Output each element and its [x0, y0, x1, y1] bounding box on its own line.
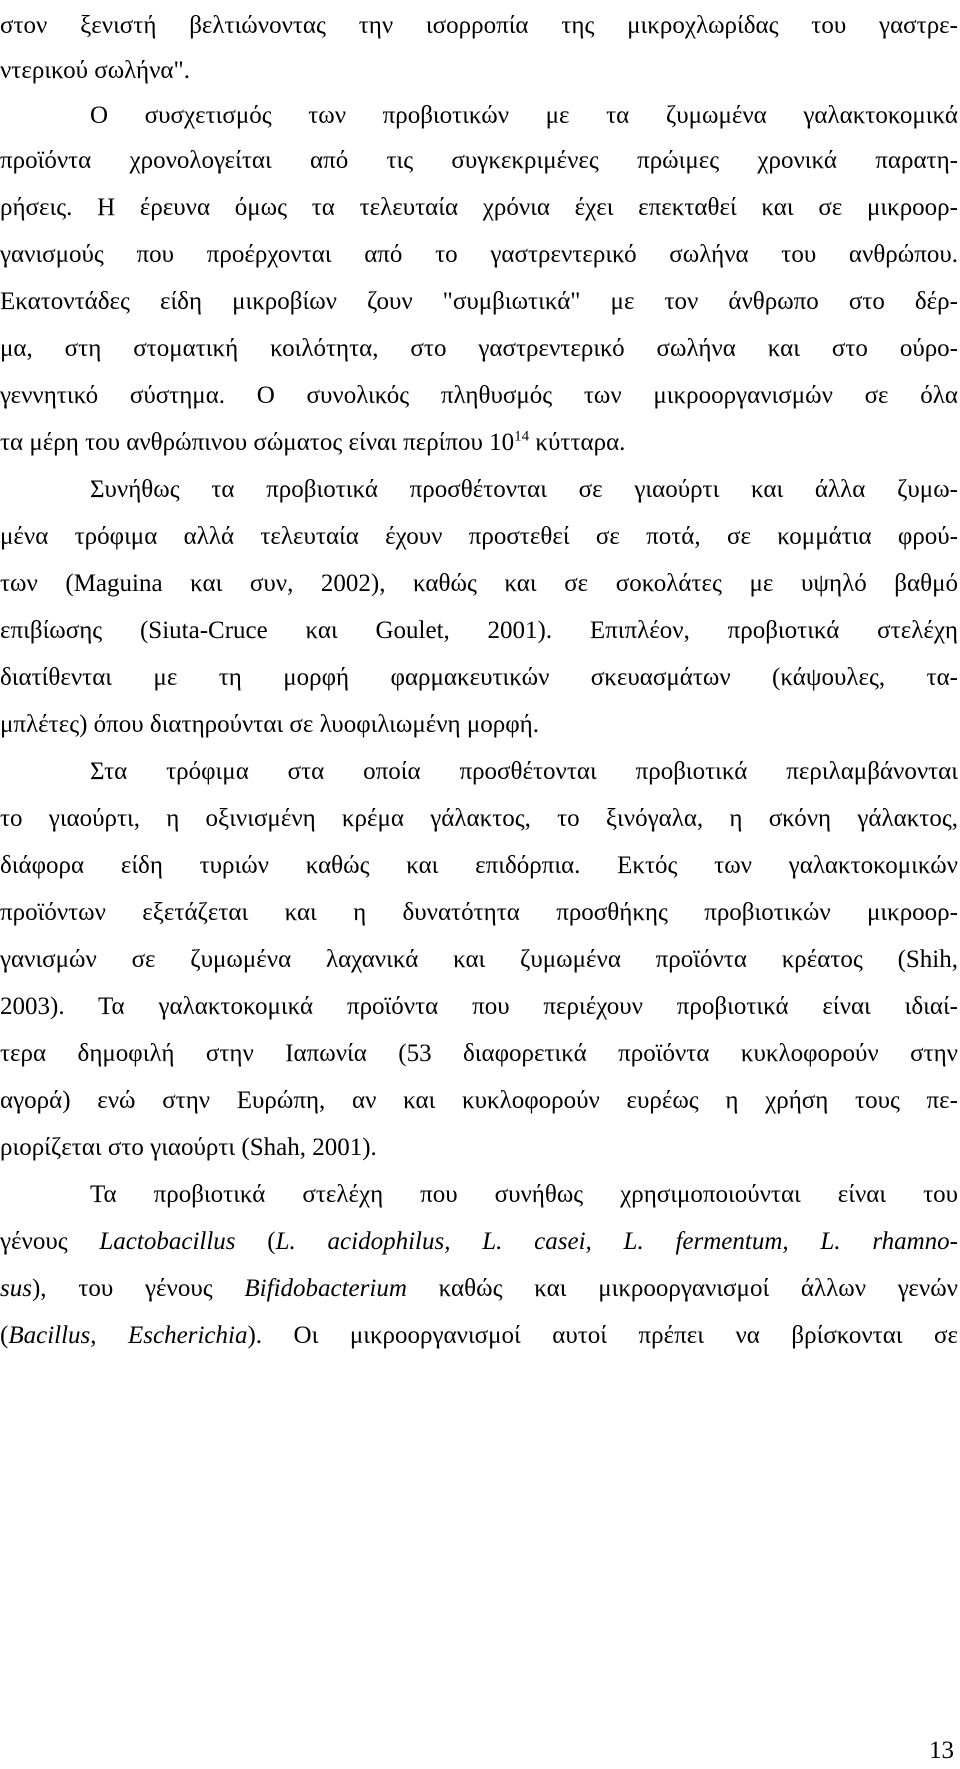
text-fragment: (: [0, 1322, 9, 1349]
text-line: προϊόντα χρονολογείται από τις συγκεκριμένες πρώιμες χρονικά παρατη-: [0, 147, 958, 174]
text-line: μένα τρόφιμα αλλά τελευταία έχουν προστεθεί σε ποτά, σε κομμάτια φρού-: [0, 523, 958, 550]
text-line: [0, 1220, 958, 1264]
genus-name-italic: Bacillus: [8, 1322, 91, 1349]
text-line: προϊόντων εξετάζεται και η δυνατότητα προσθήκης προβιοτικών μικροορ-: [0, 899, 958, 926]
text-line-with-superscript: [0, 421, 958, 465]
text-fragment: γένους: [0, 1228, 100, 1255]
text-fragment: ). Οι μικροοργανισμοί αυτοί πρέπει να βρίσκονται σε: [247, 1322, 958, 1349]
text-line: διατίθενται με τη μορφή φαρμακευτικών σκευασμάτων (κάψουλες, τα-: [0, 664, 958, 691]
text-line: Στα τρόφιμα στα οποία προσθέτονται προβιοτικά περιλαμβάνονται: [90, 758, 958, 785]
text-fragment: τα μέρη του ανθρώπινου σώματος είναι περίπου 10: [0, 429, 515, 456]
text-line: 2003). Τα γαλακτοκομικά προϊόντα που περιέχουν προβιοτικά είναι ιδιαί-: [0, 993, 958, 1020]
species-names-italic: L. acidophilus, L. casei, L. fermentum, L. rhamno-: [275, 1228, 958, 1255]
text-fragment: ), του γένους: [31, 1275, 245, 1302]
text-fragment: κύτταρα.: [529, 429, 626, 456]
text-fragment: καθώς και μικροοργανισμοί άλλων γενών: [406, 1275, 958, 1302]
text-line: αγορά) ενώ στην Ευρώπη, αν και κυκλοφορούν ευρέως η χρήση τους πε-: [0, 1087, 958, 1114]
text-line: Τα προβιοτικά στελέχη που συνήθως χρησιμοποιούνται είναι του: [90, 1181, 958, 1208]
text-line: ρήσεις. Η έρευνα όμως τα τελευταία χρόνια έχει επεκταθεί και σε μικροορ-: [0, 194, 958, 221]
genus-name-italic: Bifidobacterium: [244, 1275, 407, 1302]
text-line: επιβίωσης (Siuta-Cruce και Goulet, 2001). Επιπλέον, προβιοτικά στελέχη: [0, 617, 958, 644]
text-line: γεννητικό σύστημα. Ο συνολικός πληθυσμός των μικροοργανισμών σε όλα: [0, 382, 958, 409]
text-line: Ο συσχετισμός των προβιοτικών με τα ζυμωμένα γαλακτοκομικά: [90, 102, 958, 129]
superscript-exponent: 14: [514, 428, 530, 445]
species-name-italic: sus: [0, 1275, 32, 1302]
text-line: μπλέτες) όπου διατηρούνται σε λυοφιλιωμένη μορφή.: [0, 711, 540, 738]
text-line: μα, στη στοματική κοιλότητα, στο γαστρεντερικό σωλήνα και στο ούρο-: [0, 335, 958, 362]
text-line: τερα δημοφιλή στην Ιαπωνία (53 διαφορετικά προϊόντα κυκλοφορούν στην: [0, 1040, 958, 1067]
genus-name-italic: Lactobacillus: [99, 1228, 236, 1255]
text-line: Εκατοντάδες είδη μικροβίων ζουν "συμβιωτικά" με τον άνθρωπο στο δέρ-: [0, 288, 958, 315]
text-line: [0, 1314, 958, 1358]
text-line: ριορίζεται στο γιαούρτι (Shah, 2001).: [0, 1134, 377, 1161]
text-fragment: (: [235, 1228, 276, 1255]
text-line: Συνήθως τα προβιοτικά προσθέτονται σε γιαούρτι και άλλα ζυμω-: [90, 476, 958, 503]
text-line: το γιαούρτι, η οξινισμένη κρέμα γάλακτος, το ξινόγαλα, η σκόνη γάλακτος,: [0, 805, 958, 832]
text-line: διάφορα είδη τυριών καθώς και επιδόρπια. Εκτός των γαλακτοκομικών: [0, 852, 958, 879]
genus-name-italic: Escherichia: [128, 1322, 248, 1349]
text-line: γανισμούς που προέρχονται από το γαστρεντερικό σωλήνα του ανθρώπου.: [0, 241, 958, 268]
text-line: ντερικού σωλήνα".: [0, 57, 190, 84]
text-line: γανισμών σε ζυμωμένα λαχανικά και ζυμωμένα προϊόντα κρέατος (Shih,: [0, 946, 958, 973]
text-line: στον ξενιστή βελτιώνοντας την ισορροπία της μικροχλωρίδας του γαστρε-: [0, 12, 958, 39]
page-number: 13: [929, 1737, 954, 1764]
text-line: των (Maguina και συν, 2002), καθώς και σε σοκολάτες με υψηλό βαθμό: [0, 570, 958, 597]
text-fragment: ,: [90, 1322, 129, 1349]
text-line: [0, 1267, 958, 1311]
